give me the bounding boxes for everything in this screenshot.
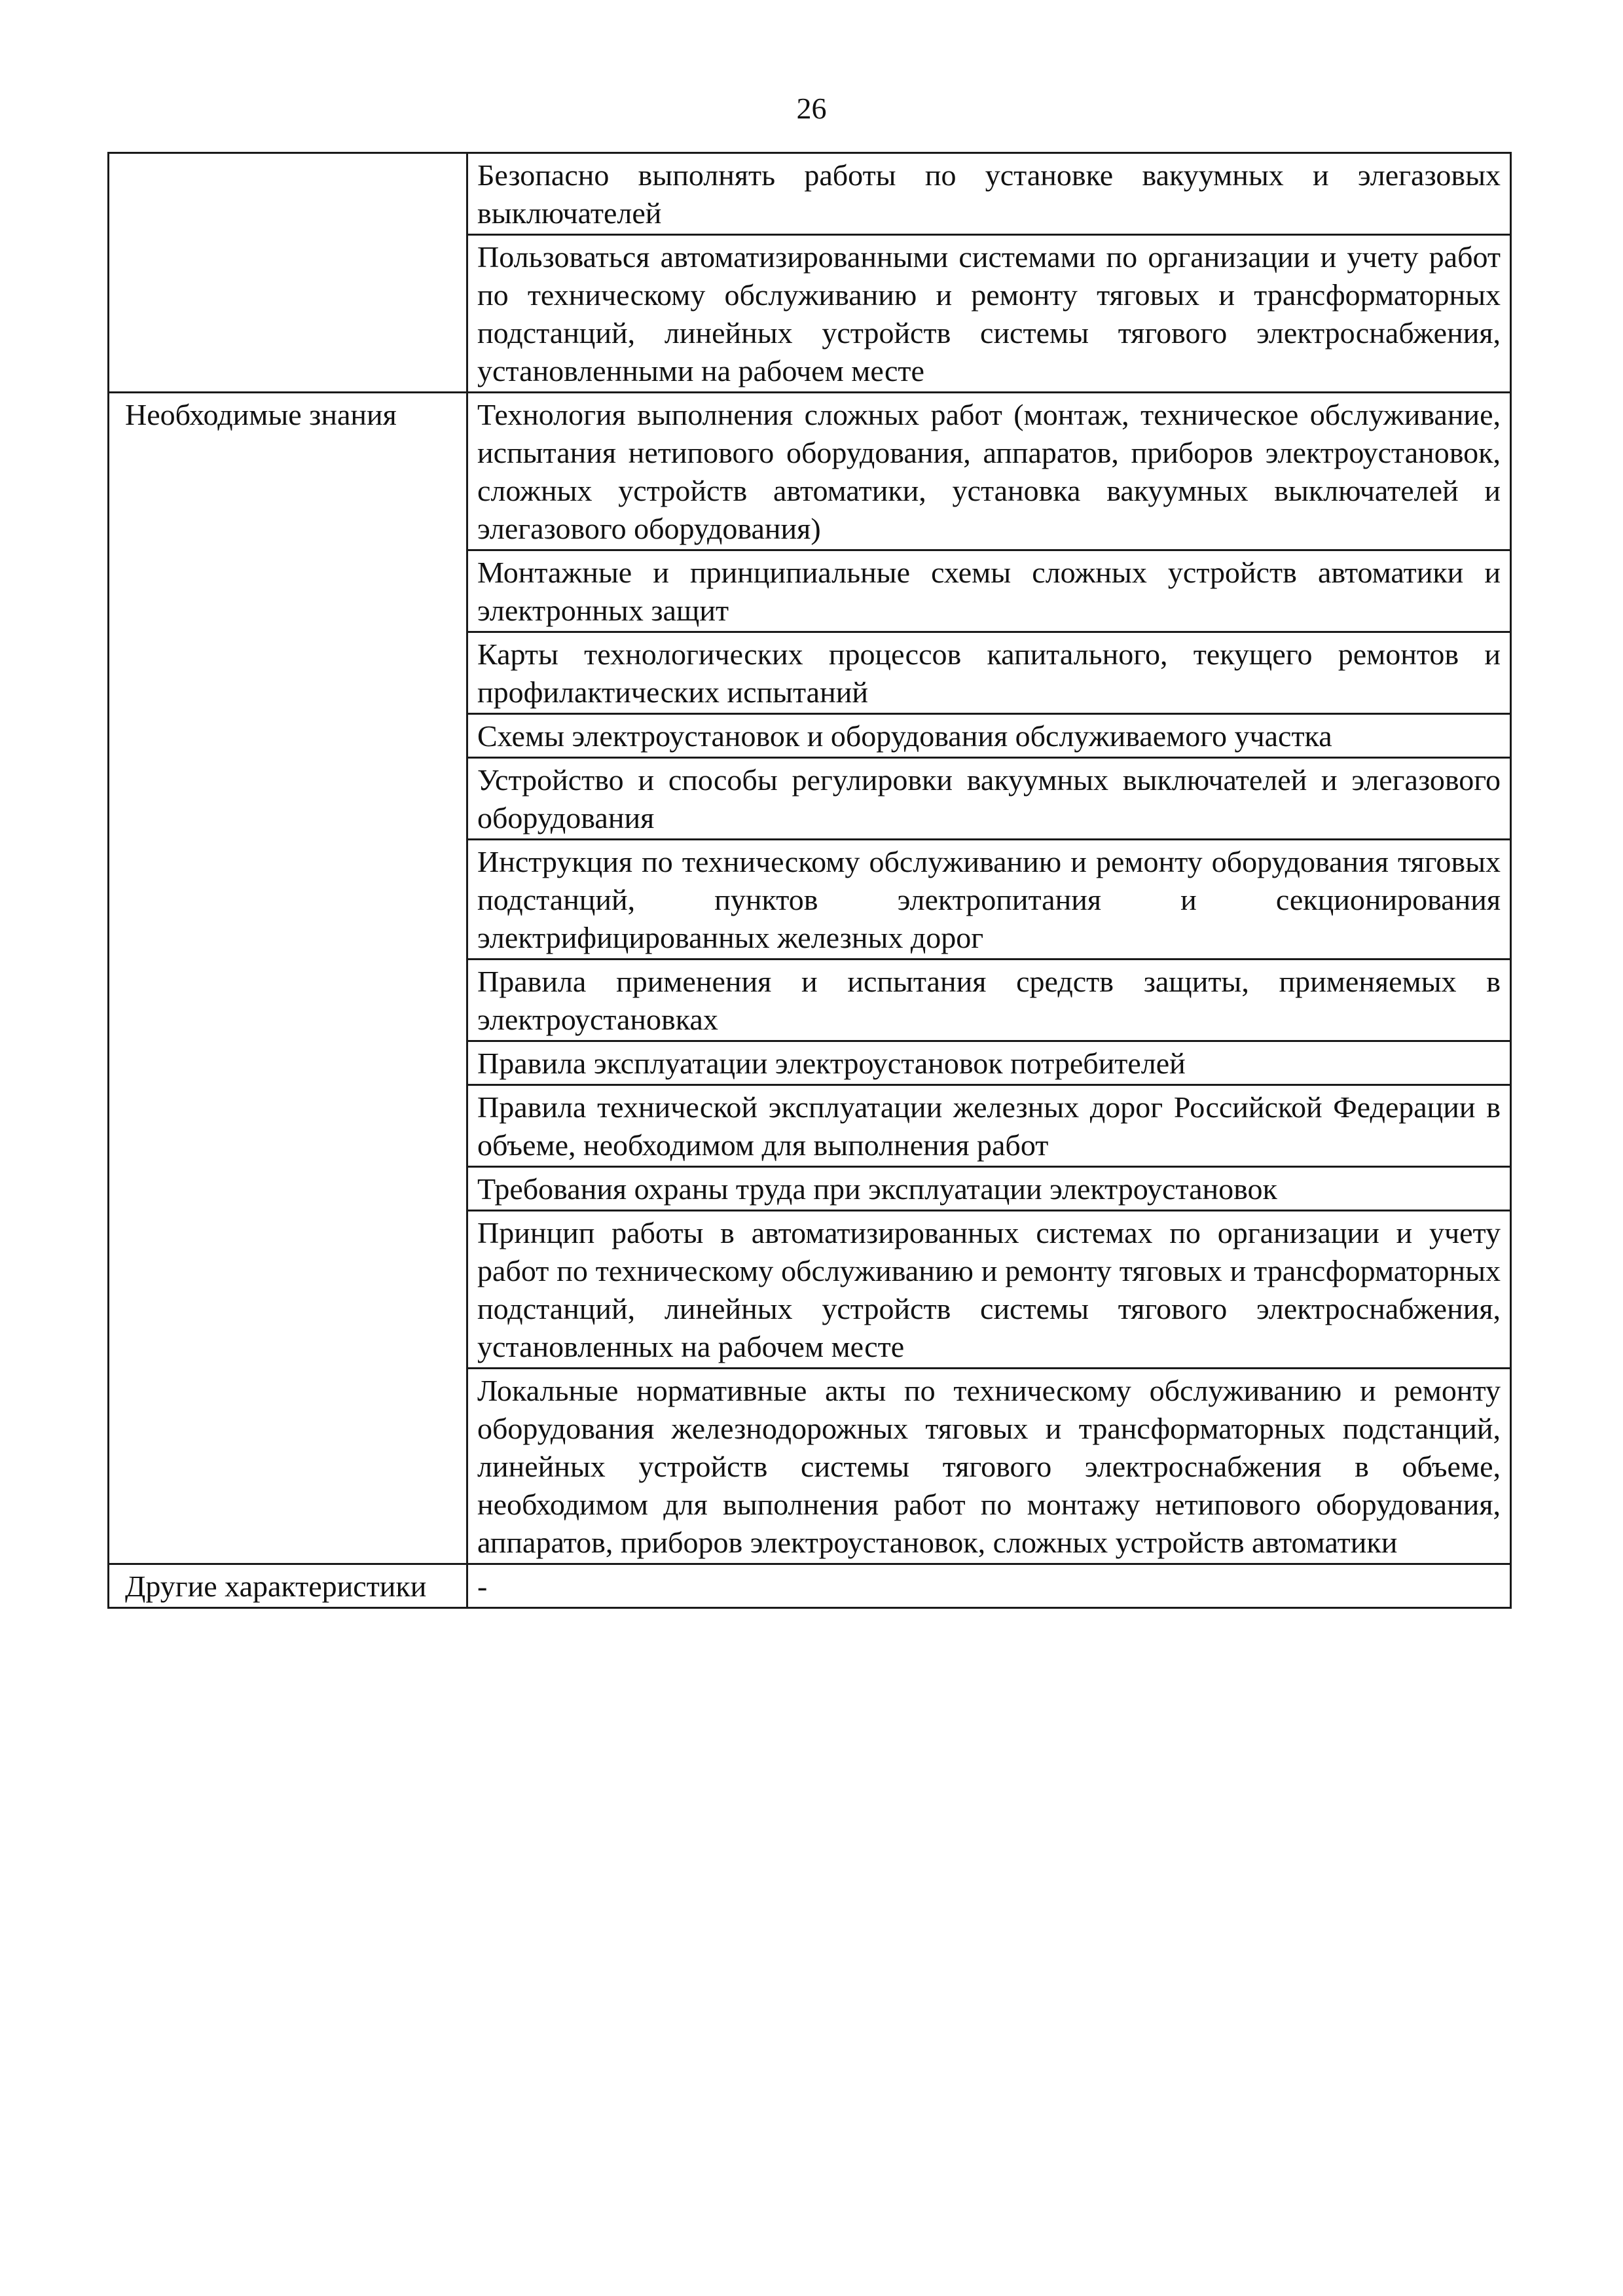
knowledge-item: Карты технологических процессов капитального, текущего ремонтов и профилактических испытаний (467, 632, 1511, 714)
table-row (109, 1564, 1511, 1608)
other-characteristics-value: - (467, 1564, 1511, 1608)
knowledge-item: Локальные нормативные акты по техническому обслуживанию и ремонту оборудования железнодорожных тяговых и трансформаторных подстанций, линейных устройств системы тягового электроснабжения в объеме, необходимом для выполнения работ по монтажу нетипового оборудования, аппаратов, приборов электроустановок, сложных устройств автоматики (467, 1369, 1511, 1564)
knowledge-item: Принцип работы в автоматизированных системах по организации и учету работ по техническому обслуживанию и ремонту тяговых и трансформаторных подстанций, линейных устройств системы тягового электроснабжения, установленных на рабочем месте (467, 1211, 1511, 1369)
row-label-required-knowledge: Необходимые знания (109, 393, 467, 1564)
knowledge-item: Правила технической эксплуатации железных дорог Российской Федерации в объеме, необходимом для выполнения работ (467, 1085, 1511, 1167)
knowledge-item: Требования охраны труда при эксплуатации электроустановок (467, 1167, 1511, 1211)
knowledge-item: Правила применения и испытания средств защиты, применяемых в электроустановках (467, 960, 1511, 1041)
page-number: 26 (796, 92, 827, 125)
knowledge-item: Устройство и способы регулировки вакуумных выключателей и элегазового оборудования (467, 758, 1511, 840)
qualification-table (107, 152, 1512, 1609)
table-row (109, 153, 1511, 235)
skill-item: Пользоваться автоматизированными системами по организации и учету работ по техническому обслуживанию и ремонту тяговых и трансформаторных подстанций, линейных устройств системы тягового электроснабжения, установленными на рабочем месте (467, 235, 1511, 393)
knowledge-item: Инструкция по техническому обслуживанию и ремонту оборудования тяговых подстанций, пунктов электропитания и секционирования электрифицированных железных дорог (467, 840, 1511, 960)
row-label-other-characteristics: Другие характеристики (109, 1564, 467, 1608)
table-row (109, 393, 1511, 550)
knowledge-item: Схемы электроустановок и оборудования обслуживаемого участка (467, 714, 1511, 758)
knowledge-item: Правила эксплуатации электроустановок потребителей (467, 1041, 1511, 1085)
row-label-skills-continued (109, 153, 467, 393)
skill-item: Безопасно выполнять работы по установке вакуумных и элегазовых выключателей (467, 153, 1511, 235)
knowledge-item: Технология выполнения сложных работ (монтаж, техническое обслуживание, испытания нетипового оборудования, аппаратов, приборов электроустановок, сложных устройств автоматики, установка вакуумных выключателей и элегазового оборудования) (467, 393, 1511, 550)
knowledge-item: Монтажные и принципиальные схемы сложных устройств автоматики и электронных защит (467, 550, 1511, 632)
